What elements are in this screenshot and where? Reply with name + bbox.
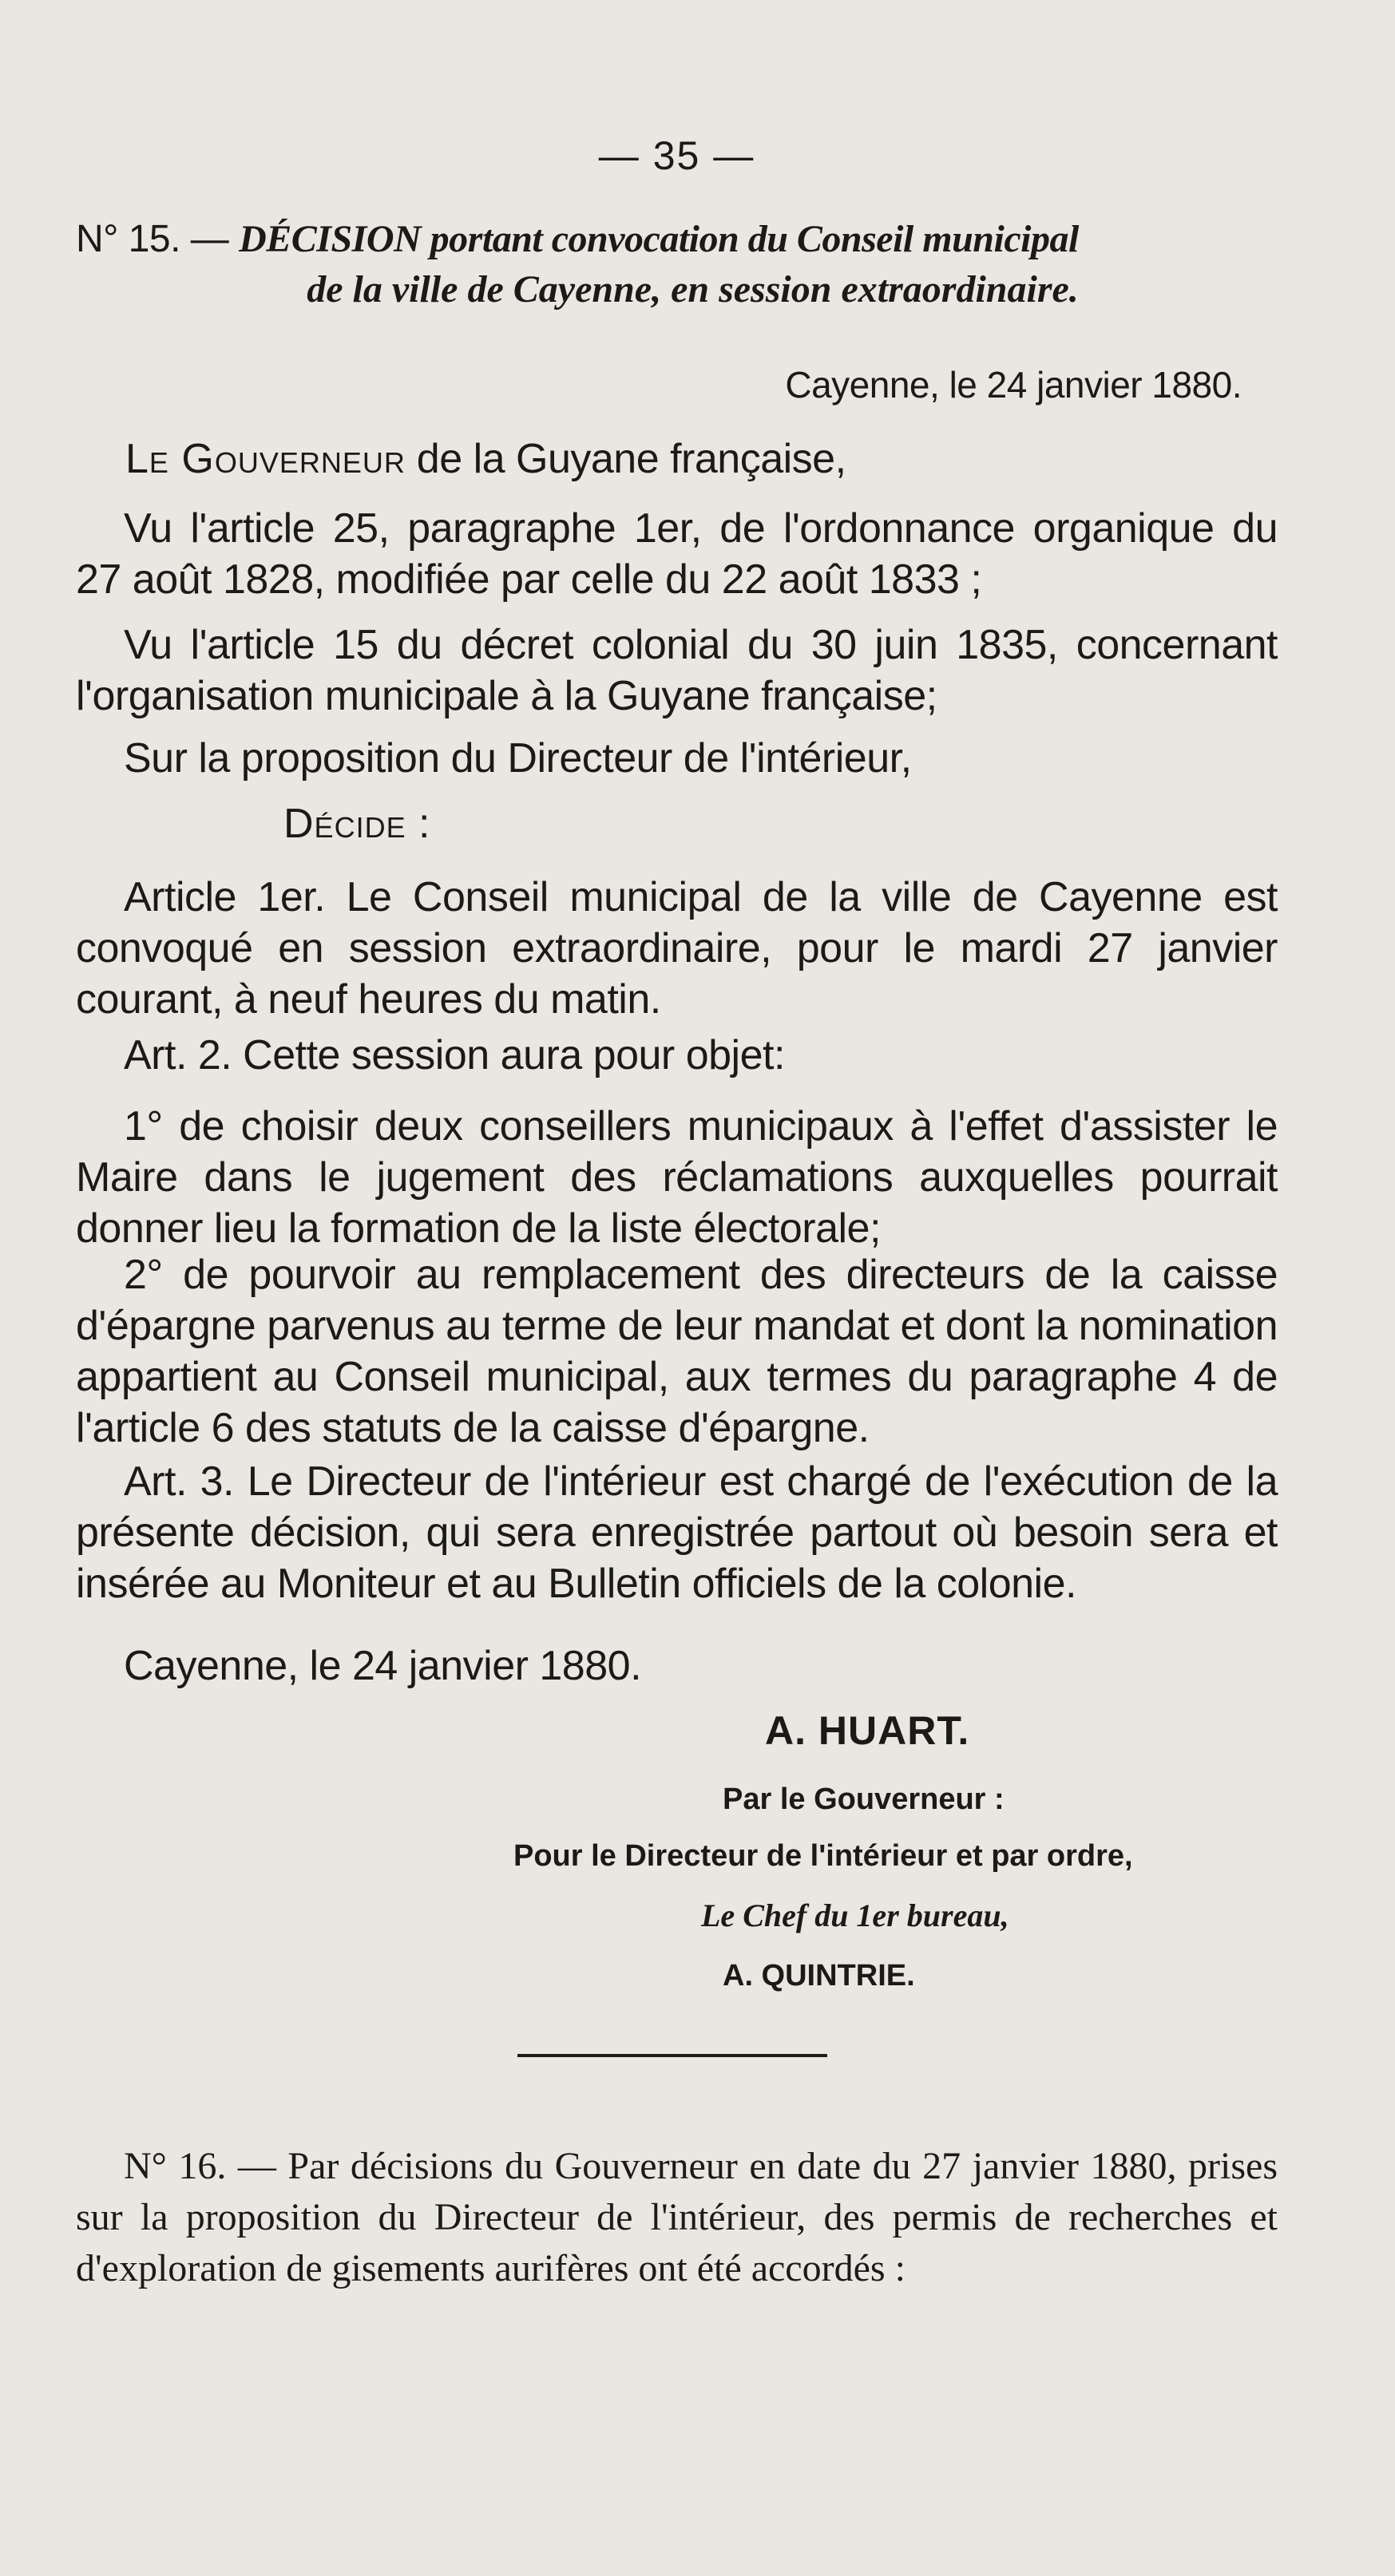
page-number: — 35 — <box>598 133 755 178</box>
article-2-item-2: 2° de pourvoir au remplacement des directeurs de la caisse d'épargne parvenus au terme de leur mandat et dont la nomination appartient au Conseil municipal, aux termes du paragraphe 4 de l'article 6 des statuts de la caisse d'épargne. <box>76 1252 1278 1451</box>
decision-number: N° 15. <box>76 218 180 260</box>
authority-line <box>76 433 1327 485</box>
vu-paragraph-2: Vu l'article 15 du décret colonial du 30 juin 1835, concernant l'organisation municipale à la Guyane française; <box>76 622 1278 719</box>
decision-title-line1: DÉCISION portant convocation du Conseil municipal <box>239 218 1079 260</box>
authority-caps: Le Gouverneur <box>125 436 406 482</box>
vu-paragraph-1: Vu l'article 25, paragraphe 1er, de l'ordonnance organique du 27 août 1828, modifiée par celle du 22 août 1833 ; <box>76 505 1278 603</box>
pour-le-directeur: Pour le Directeur de l'intérieur et par ordre, <box>513 1839 1133 1873</box>
signature-huart: A. HUART. <box>765 1708 970 1753</box>
article-1: Article 1er. Le Conseil municipal de la ville de Cayenne est convoqué en session extraordinaire, pour le mardi 27 janvier courant, à neuf heures du matin. <box>76 874 1278 1023</box>
authority-rest: de la Guyane française, <box>405 436 846 482</box>
decide-heading: Décide : <box>283 801 431 847</box>
article-2-item-1: 1° de choisir deux conseillers municipaux à l'effet d'assister le Maire dans le jugement des réclamations auxquelles pourrait donner lieu la formation de la liste électorale; <box>76 1103 1278 1252</box>
signature-quintrie: A. QUINTRIE. <box>723 1959 915 1992</box>
decision-16-paragraph: N° 16. — Par décisions du Gouverneur en date du 27 janvier 1880, prises sur la proposition du Directeur de l'intérieur, des permis de recherches et d'exploration de gisements aurifères ont été accordés : <box>76 2145 1278 2289</box>
article-3: Art. 3. Le Directeur de l'intérieur est chargé de l'exécution de la présente décision, qui sera enregistrée partout où besoin sera et insérée au Moniteur et au Bulletin officiels de la colonie. <box>76 1458 1278 1607</box>
par-le-gouverneur: Par le Gouverneur : <box>723 1783 1005 1816</box>
section-divider <box>517 2054 827 2057</box>
dateline: Cayenne, le 24 janvier 1880. <box>785 364 1242 406</box>
heading-dash: — <box>180 218 240 260</box>
sur-proposition: Sur la proposition du Directeur de l'intérieur, <box>124 735 912 782</box>
closing-date: Cayenne, le 24 janvier 1880. <box>124 1643 642 1689</box>
decision-15-heading <box>76 214 1278 315</box>
decision-title-line2: de la ville de Cayenne, en session extraordinaire. <box>307 268 1079 311</box>
chef-du-bureau: Le Chef du 1er bureau, <box>701 1897 1009 1933</box>
article-2: Art. 2. Cette session aura pour objet: <box>124 1032 785 1078</box>
